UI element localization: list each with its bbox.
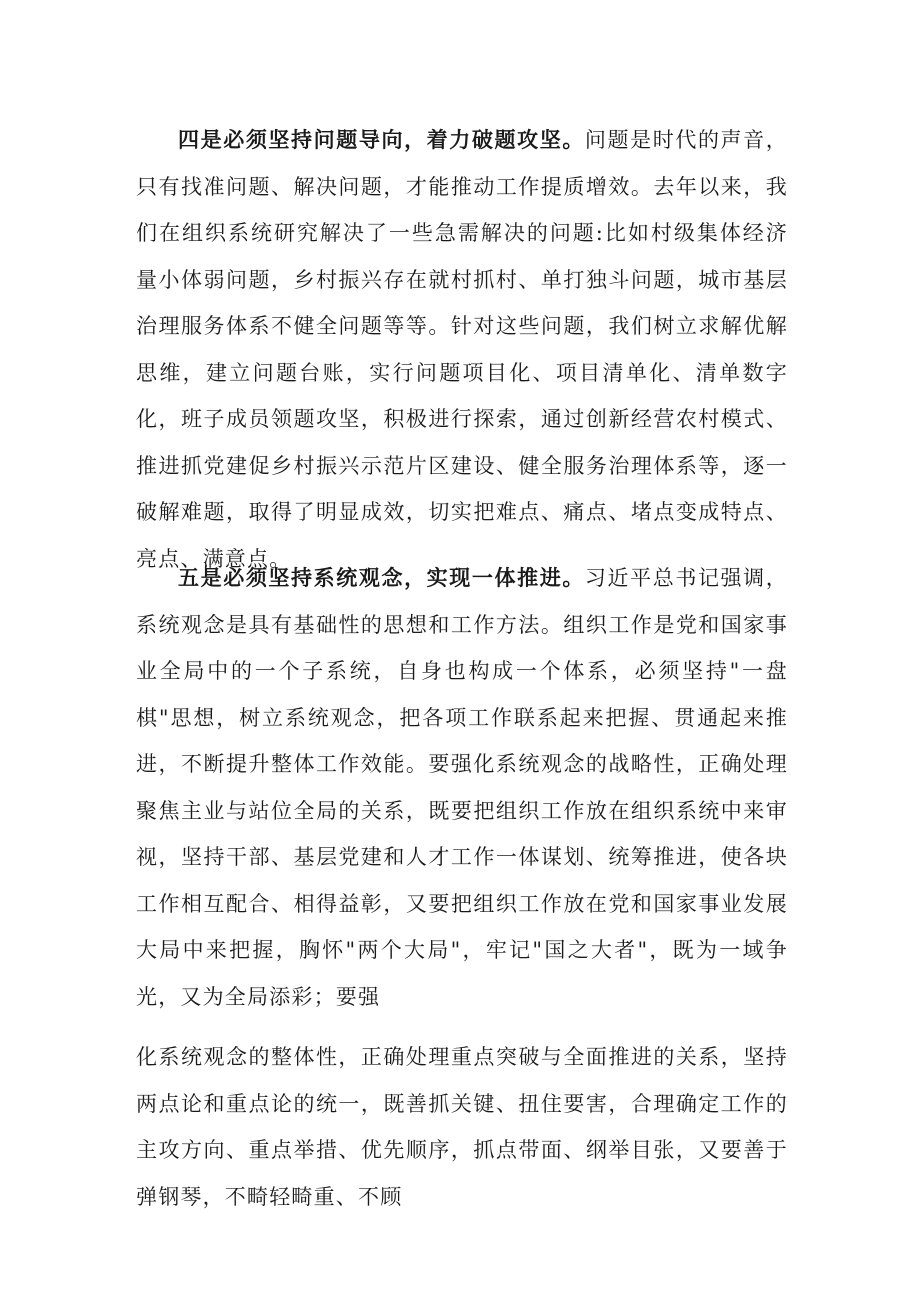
paragraph-body: 问题是时代的声音，只有找准问题、解决问题，才能推动工作提质增效。去年以来，我们在组织系统研究解决了一些急需解决的问题:比如村级集体经济量小体弱问题，乡村振兴存在就村抓村、单打独斗问题，城市基层治理服务体系不健全问题等等。针对这些问题，我们树立求解优解思维，建立问题台账，实行问题项目化、项目清单化、清单数字化，班子成员领题攻坚，积极进行探索，通过创新经营农村模式、推进抓党建促乡村振兴示范片区建设、健全服务治理体系等，逐一破解难题，取得了明显成效，切实把难点、痛点、堵点变成特点、亮点、满意点。 xyxy=(136,128,788,571)
paragraph-body: 化系统观念的整体性，正确处理重点突破与全面推进的关系，坚持两点论和重点论的统一，既善抓关键、扭住要害，合理确定工作的主攻方向、重点举措、优先顺序，抓点带面、纲举目张，又要善于弹钢琴，不畸轻畸重、不顾 xyxy=(136,1045,788,1209)
paragraph-problem-oriented xyxy=(136,117,788,582)
paragraph-body: 习近平总书记强调，系统观念是具有基础性的思想和工作方法。组织工作是党和国家事业全局中的一个子系统，自身也构成一个体系，必须坚持"一盘棋"思想，树立系统观念，把各项工作联系起来把握、贯通起来推进，不断提升整体工作效能。要强化系统观念的战略性，正确处理聚焦主业与站位全局的关系，既要把组织工作放在组织系统中来审视，坚持干部、基层党建和人才工作一体谋划、统筹推进，使各块工作相互配合、相得益彰，又要把组织工作放在党和国家事业发展大局中来把握，胸怀"两个大局"，牢记"国之大者"，既为一域争光，又为全局添彩；要强 xyxy=(136,566,788,1009)
paragraph-lead: 五是必须坚持系统观念，实现一体推进。 xyxy=(178,565,585,590)
paragraph-continuation xyxy=(136,1034,788,1220)
paragraph-lead: 四是必须坚持问题导向，着力破题攻坚。 xyxy=(178,127,585,152)
paragraph-system-concept xyxy=(136,555,788,1020)
